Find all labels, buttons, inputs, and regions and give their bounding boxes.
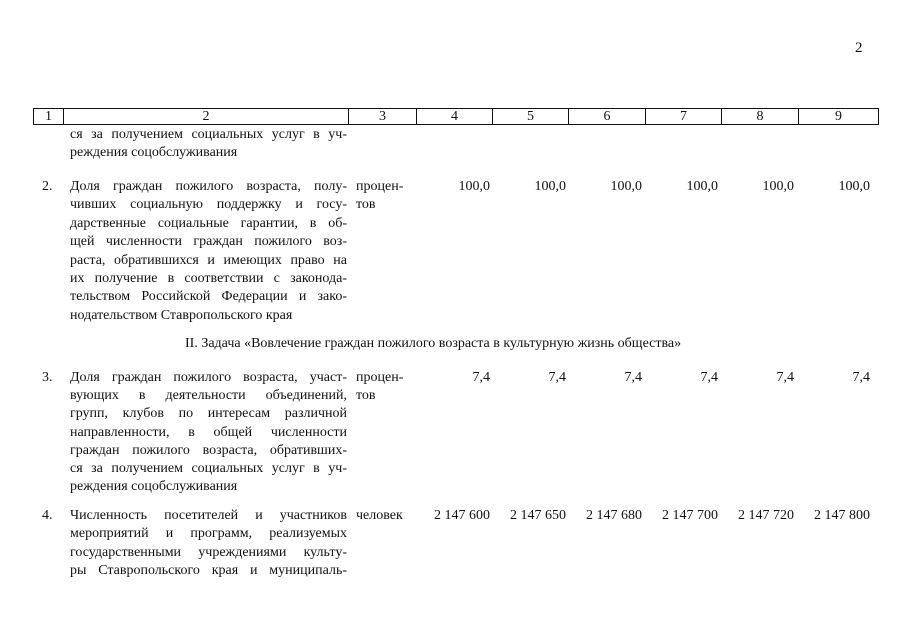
value-cell: 100,0 bbox=[762, 179, 794, 194]
value-cell: 100,0 bbox=[534, 179, 566, 194]
indicator-line: Доля граждан пожилого возраста, полу- bbox=[70, 179, 347, 194]
value-cell: 100,0 bbox=[838, 179, 870, 194]
col-header-8: 8 bbox=[722, 109, 799, 125]
value-cell: 7,4 bbox=[776, 370, 794, 385]
indicator-line: ры Ставропольского края и муниципаль- bbox=[70, 563, 347, 578]
indicator-line: тельством Российской Федерации и зако- bbox=[70, 289, 347, 304]
col-header-2: 2 bbox=[64, 109, 349, 125]
indicator-line: вующих в деятельности объединений, bbox=[70, 388, 347, 403]
unit: человек bbox=[356, 508, 403, 523]
indicator-line: нодательством Ставропольского края bbox=[70, 308, 293, 323]
value-cell: 2 147 680 bbox=[586, 508, 642, 523]
continuation-line: реждения соцобслуживания bbox=[70, 145, 238, 160]
col-header-1: 1 bbox=[34, 109, 64, 125]
indicator-line: ся за получением социальных услуг в уч- bbox=[70, 461, 347, 476]
value-cell: 7,4 bbox=[624, 370, 642, 385]
value-cell: 7,4 bbox=[700, 370, 718, 385]
indicator-line: Численность посетителей и участников bbox=[70, 508, 347, 523]
indicator-line: граждан пожилого возраста, обративших- bbox=[70, 443, 347, 458]
value-cell: 2 147 650 bbox=[510, 508, 566, 523]
page-number: 2 bbox=[855, 40, 863, 56]
col-header-4: 4 bbox=[417, 109, 493, 125]
value-cell: 2 147 720 bbox=[738, 508, 794, 523]
value-cell: 2 147 600 bbox=[434, 508, 490, 523]
indicator-line: чивших социальную поддержку и госу- bbox=[70, 197, 347, 212]
indicator-line: мероприятий и программ, реализуемых bbox=[70, 526, 347, 541]
value-cell: 100,0 bbox=[458, 179, 490, 194]
indicator-line: раста, обратившихся и имеющих право на bbox=[70, 253, 347, 268]
value-cell: 7,4 bbox=[548, 370, 566, 385]
indicator-line: государственными учреждениями культу- bbox=[70, 545, 347, 560]
unit: процен- bbox=[356, 179, 404, 194]
col-header-6: 6 bbox=[569, 109, 646, 125]
indicator-line: направленности, в общей численности bbox=[70, 425, 347, 440]
indicator-line: их получение в соответствии с законода- bbox=[70, 271, 347, 286]
value-cell: 100,0 bbox=[610, 179, 642, 194]
value-cell: 7,4 bbox=[852, 370, 870, 385]
col-header-5: 5 bbox=[493, 109, 569, 125]
indicator-line: реждения соцобслуживания bbox=[70, 479, 238, 494]
column-number-header bbox=[33, 108, 879, 125]
unit: тов bbox=[356, 197, 376, 212]
unit: процен- bbox=[356, 370, 404, 385]
continuation-line: ся за получением социальных услуг в уч- bbox=[70, 127, 347, 142]
indicator-line: дарственные социальные гарантии, в об- bbox=[70, 216, 347, 231]
section-title: II. Задача «Вовлечение граждан пожилого возраста в культурную жизнь общества» bbox=[185, 336, 682, 351]
row-number: 2. bbox=[42, 179, 53, 194]
indicator-line: Доля граждан пожилого возраста, участ- bbox=[70, 370, 347, 385]
indicator-line: групп, клубов по интересам различной bbox=[70, 406, 347, 421]
indicator-line: щей численности граждан пожилого воз- bbox=[70, 234, 347, 249]
row-number: 3. bbox=[42, 370, 53, 385]
value-cell: 7,4 bbox=[472, 370, 490, 385]
col-header-7: 7 bbox=[646, 109, 722, 125]
value-cell: 2 147 800 bbox=[814, 508, 870, 523]
row-number: 4. bbox=[42, 508, 53, 523]
unit: тов bbox=[356, 388, 376, 403]
col-header-9: 9 bbox=[799, 109, 879, 125]
col-header-3: 3 bbox=[349, 109, 417, 125]
value-cell: 2 147 700 bbox=[662, 508, 718, 523]
value-cell: 100,0 bbox=[686, 179, 718, 194]
